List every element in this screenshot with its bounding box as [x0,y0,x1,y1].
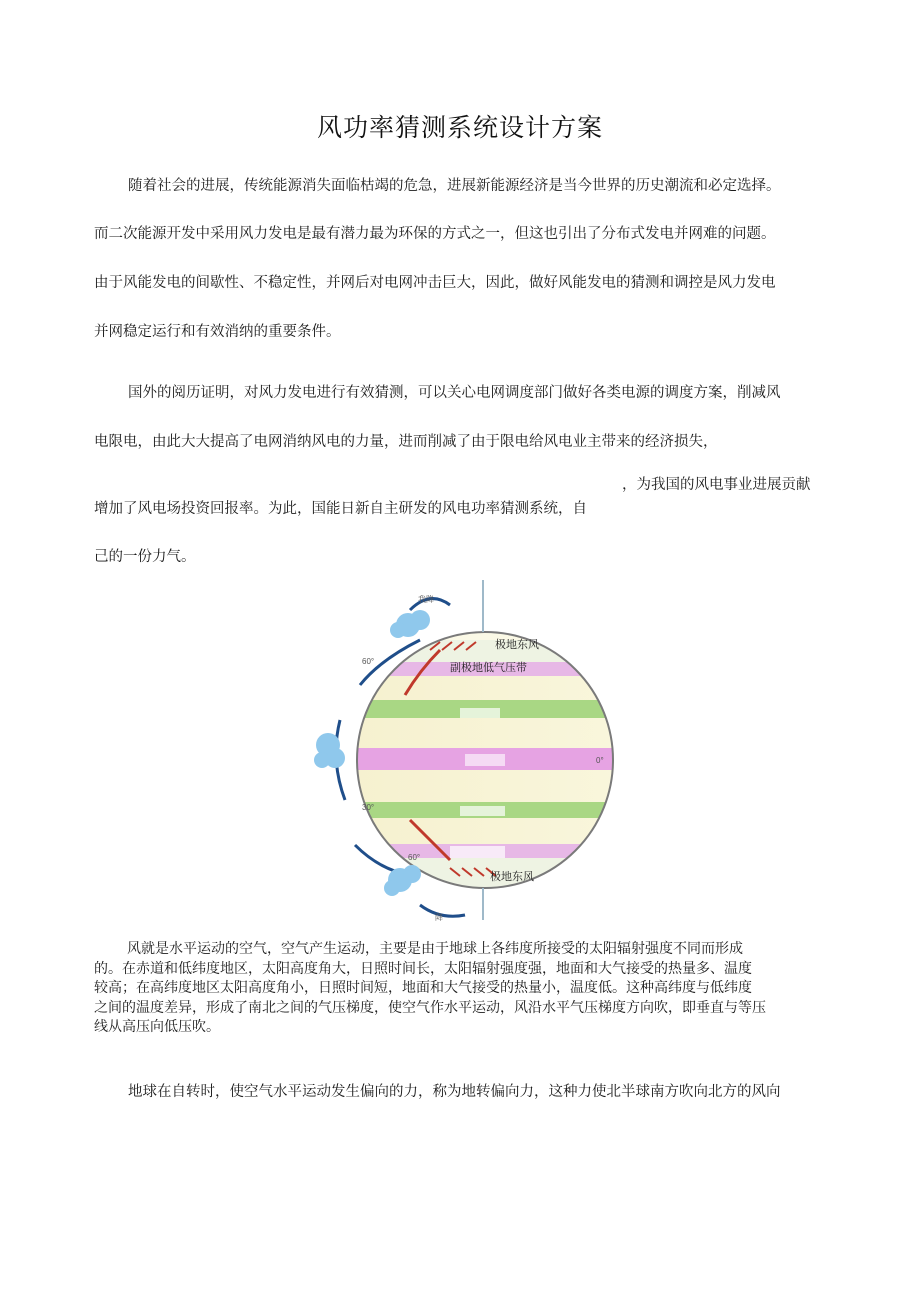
paragraph-line: 的。在赤道和低纬度地区，太阳高度角大，日照时间长，太阳辐射强度强，地面和大气接受的热量多、温度 [94,960,752,977]
paragraph-line: 地球在自转时，使空气水平运动发生偏向的力，称为地转偏向力，这种力使北半球南方吹向北方的风向 [128,1084,781,1100]
paragraph-line: 而二次能源开发中采用风力发电是最有潜力最为环保的方式之一，但这也引出了分布式发电并网难的问题。 [94,226,776,242]
label-subpolar-low: 副极地低气压带 [450,662,527,674]
paragraph-line: 之间的温度差异，形成了南北之间的气压梯度，使空气作水平运动，风沿水平气压梯度方向吹，即垂直与等压 [94,999,766,1016]
label-polar-easterlies-bottom: 极地东风 [490,871,534,883]
paragraph-line: 己的一份力气。 [94,549,196,565]
paragraph-line: 较高；在高纬度地区太阳高度角小，日照时间短，地面和大气接受的热量小，温度低。这种高纬度与低纬度 [94,980,752,996]
paragraph-line: 并网稳定运行和有效消纳的重要条件。 [94,324,341,340]
label-lat-60-bottom: 60° [408,853,421,862]
paragraph-block [94,940,834,1038]
label-descending-bottom: 降 [435,913,443,922]
paragraph-line: 国外的阅历证明，对风力发电进行有效猜测，可以关心电网调度部门做好各类电源的调度方案，削减风 [128,385,781,401]
label-descending-top: 我降 [418,595,434,604]
label-lat-30: 30° [362,803,375,812]
paragraph-line: 风就是水平运动的空气，空气产生运动，主要是由于地球上各纬度所接受的太阳辐射强度不同而形成 [127,941,743,957]
paragraph-line: 线从高压向低压吹。 [94,1019,220,1035]
paragraph-line: 随着社会的进展，传统能源消失面临枯竭的危急，进展新能源经济是当今世界的历史潮流和必定选择。 [128,178,781,194]
label-polar-easterlies-top: 极地东风 [495,639,539,651]
label-lat-60-top: 60° [362,657,375,666]
label-lat-0: 0° [596,756,604,765]
atmospheric-circulation-figure [300,570,630,930]
document-title: 风功率猜测系统设计方案 [316,113,603,142]
paragraph-fragment: ，为我国的风电事业进展贡献 [622,477,811,493]
paragraph-line: 增加了风电场投资回报率。为此，国能日新自主研发的风电功率猜测系统，自 [94,501,587,517]
paragraph-line: 电限电，由此大大提高了电网消纳风电的力量，进而削减了由于限电给风电业主带来的经济损失， [94,434,718,450]
paragraph-line: 由于风能发电的间歇性、不稳定性，并网后对电网冲击巨大，因此，做好风能发电的猜测和调控是风力发电 [94,275,776,291]
